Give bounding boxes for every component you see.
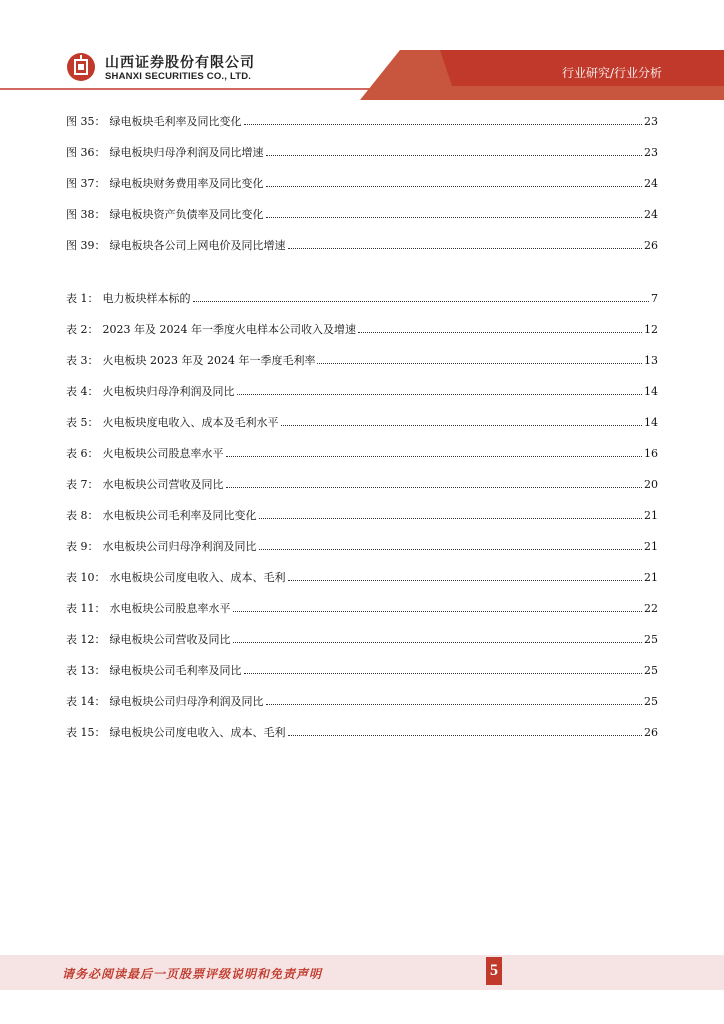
toc-entry-page: 21 [644, 540, 658, 553]
toc-entry[interactable] [66, 632, 658, 663]
toc-entry-title: 绿电板块财务费用率及同比变化 [109, 177, 264, 190]
toc-entry-page: 20 [644, 478, 658, 491]
toc-entry-title: 绿电板块公司度电收入、成本、毛利 [109, 726, 286, 739]
dot-leader [259, 508, 643, 519]
company-name-cn: 山西证券股份有限公司 [105, 55, 255, 71]
toc-entry-title: 2023 年及 2024 年一季度火电样本公司收入及增速 [102, 323, 356, 336]
toc-entry-label: 表 11： [66, 602, 106, 615]
toc-entry-label: 表 10： [66, 571, 106, 584]
dot-leader [233, 632, 643, 643]
toc-entry-title: 绿电板块公司营收及同比 [109, 633, 231, 646]
dot-leader [266, 207, 643, 218]
toc-entry[interactable] [66, 176, 658, 207]
toc-entry[interactable] [66, 508, 658, 539]
dot-leader [288, 725, 643, 736]
toc-entry-title: 火电板块归母净利润及同比 [102, 385, 235, 398]
toc-entry[interactable] [66, 114, 658, 145]
page-number: 5 [486, 957, 502, 985]
toc-entry-label: 表 4： [66, 385, 99, 398]
toc-entry[interactable] [66, 694, 658, 725]
toc-entry-title: 水电板块公司毛利率及同比变化 [102, 509, 257, 522]
toc-entry-label: 表 1： [66, 292, 99, 305]
toc-entry-page: 14 [644, 385, 658, 398]
toc-entry-label: 表 12： [66, 633, 106, 646]
toc-entry[interactable] [66, 539, 658, 570]
toc-entry-label: 图 36： [66, 146, 106, 159]
toc-entry-title: 水电板块公司营收及同比 [102, 478, 224, 491]
toc-entry-page: 7 [651, 292, 658, 305]
toc-entry-label: 表 9： [66, 540, 99, 553]
dot-leader [358, 322, 642, 333]
toc-entry[interactable] [66, 207, 658, 238]
toc-entry[interactable] [66, 238, 658, 269]
dot-leader [317, 353, 642, 364]
toc-entry[interactable] [66, 570, 658, 601]
toc-entry-page: 25 [644, 664, 658, 677]
dot-leader [244, 663, 643, 674]
toc-entry-title: 绿电板块公司归母净利润及同比 [109, 695, 264, 708]
toc-entry[interactable] [66, 353, 658, 384]
toc-entry-label: 图 35： [66, 115, 106, 128]
report-category: 行业研究/行业分析 [561, 66, 662, 80]
toc-entry[interactable] [66, 322, 658, 353]
toc-entry-title: 火电板块公司股息率水平 [102, 447, 224, 460]
toc-entry-label: 图 37： [66, 177, 106, 190]
dot-leader [288, 570, 643, 581]
toc-entry-label: 图 38： [66, 208, 106, 221]
toc-entry-page: 22 [644, 602, 658, 615]
toc-entry[interactable] [66, 725, 658, 756]
figure-list [66, 114, 658, 269]
toc-entry[interactable] [66, 145, 658, 176]
dot-leader [281, 415, 643, 426]
toc-entry-page: 26 [644, 726, 658, 739]
list-spacer [66, 269, 658, 291]
toc-entry-page: 13 [644, 354, 658, 367]
toc-entry-page: 12 [644, 323, 658, 336]
toc-entry-page: 16 [644, 447, 658, 460]
toc-entry-page: 23 [644, 115, 658, 128]
toc-entry-page: 25 [644, 695, 658, 708]
table-list [66, 291, 658, 756]
toc-entry-label: 表 5： [66, 416, 99, 429]
toc-entry-title: 电力板块样本标的 [102, 292, 191, 305]
toc-entry-title: 水电板块公司股息率水平 [109, 602, 231, 615]
dot-leader [244, 114, 643, 125]
toc-entry-label: 表 2： [66, 323, 99, 336]
toc-entry-page: 24 [644, 208, 658, 221]
toc-entry-title: 绿电板块归母净利润及同比增速 [109, 146, 264, 159]
toc-entry-page: 24 [644, 177, 658, 190]
toc-entry-title: 绿电板块资产负债率及同比变化 [109, 208, 264, 221]
table-of-contents [66, 114, 658, 756]
toc-entry[interactable] [66, 446, 658, 477]
toc-entry-page: 25 [644, 633, 658, 646]
dot-leader [266, 145, 643, 156]
dot-leader [237, 384, 643, 395]
dot-leader [266, 694, 643, 705]
toc-entry-label: 图 39： [66, 239, 106, 252]
toc-entry-title: 绿电板块毛利率及同比变化 [109, 115, 242, 128]
toc-entry-title: 绿电板块公司毛利率及同比 [109, 664, 242, 677]
toc-entry-page: 21 [644, 571, 658, 584]
toc-entry-label: 表 7： [66, 478, 99, 491]
toc-entry-label: 表 3： [66, 354, 99, 367]
toc-entry-label: 表 14： [66, 695, 106, 708]
toc-entry[interactable] [66, 291, 658, 322]
toc-entry-title: 绿电板块各公司上网电价及同比增速 [109, 239, 286, 252]
toc-entry-page: 23 [644, 146, 658, 159]
toc-entry-page: 14 [644, 416, 658, 429]
dot-leader [193, 291, 650, 302]
toc-entry[interactable] [66, 415, 658, 446]
toc-entry-label: 表 13： [66, 664, 106, 677]
toc-entry-label: 表 8： [66, 509, 99, 522]
company-logo-icon [66, 52, 96, 82]
dot-leader [233, 601, 643, 612]
toc-entry[interactable] [66, 601, 658, 632]
dot-leader [259, 539, 643, 550]
toc-entry-label: 表 6： [66, 447, 99, 460]
toc-entry-title: 火电板块 2023 年及 2024 年一季度毛利率 [102, 354, 316, 367]
toc-entry-page: 21 [644, 509, 658, 522]
dot-leader [266, 176, 643, 187]
toc-entry[interactable] [66, 384, 658, 415]
toc-entry-page: 26 [644, 239, 658, 252]
dot-leader [226, 477, 643, 488]
toc-entry[interactable] [66, 663, 658, 694]
toc-entry-title: 水电板块公司度电收入、成本、毛利 [109, 571, 286, 584]
page-header [0, 0, 724, 100]
footer-disclaimer[interactable]: 请务必阅读最后一页股票评级说明和免责声明 [62, 967, 323, 981]
toc-entry-title: 水电板块公司归母净利润及同比 [102, 540, 257, 553]
company-name-en: SHANXI SECURITIES CO., LTD. [105, 71, 252, 82]
dot-leader [226, 446, 643, 457]
toc-entry-title: 火电板块度电收入、成本及毛利水平 [102, 416, 279, 429]
toc-entry[interactable] [66, 477, 658, 508]
dot-leader [288, 238, 643, 249]
toc-entry-label: 表 15： [66, 726, 106, 739]
